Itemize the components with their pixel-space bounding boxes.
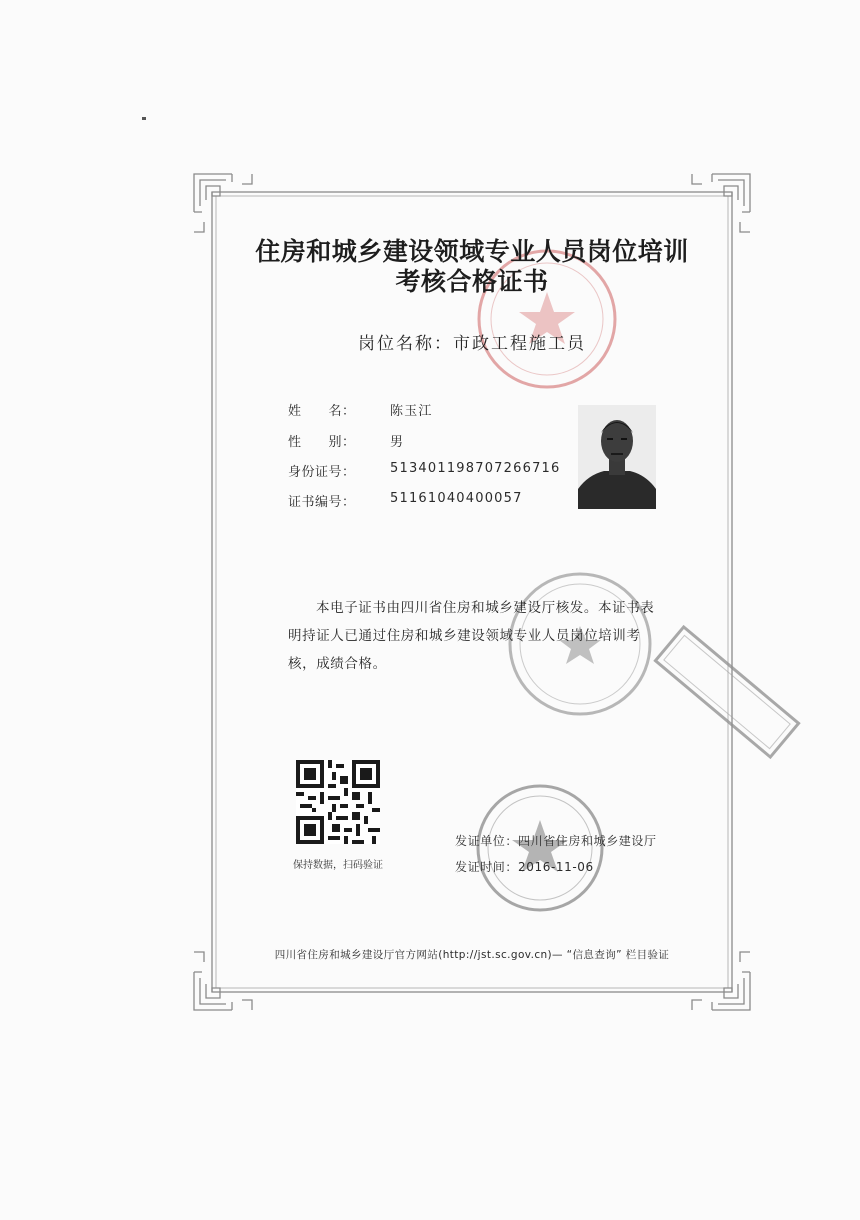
qr-caption: 保持数据，扫码验证 xyxy=(293,860,383,871)
position-name: 岗位名称：市政工程施工员 xyxy=(358,334,586,354)
scan-speck xyxy=(142,117,146,120)
certificate-title-line1: 住房和城乡建设领域专业人员岗位培训 xyxy=(255,237,689,266)
field-certificate-number xyxy=(288,491,523,510)
field-gender xyxy=(288,431,404,450)
field-id-number xyxy=(288,461,560,480)
field-label: 性 别： xyxy=(288,435,356,450)
field-name xyxy=(288,400,433,419)
rectangular-stamp xyxy=(642,592,812,792)
field-value: 陈玉江 xyxy=(390,404,433,419)
field-value: 51161040400057 xyxy=(390,491,523,506)
certificate xyxy=(192,172,752,1012)
field-label: 姓 名： xyxy=(288,404,356,419)
issue-date: 发证时间：2016-11-06 xyxy=(455,860,594,874)
holder-photo xyxy=(578,405,656,509)
field-label: 证书编号： xyxy=(288,495,356,510)
field-value: 男 xyxy=(390,435,405,450)
qr-code-icon[interactable] xyxy=(296,760,380,844)
issuing-authority: 发证单位：四川省住房和城乡建设厅 xyxy=(455,834,657,848)
verification-footer: 四川省住房和城乡建设厅官方网站(http://jst.sc.gov.cn)— “信息查询” 栏目验证 xyxy=(274,949,670,961)
field-value: 513401198707266716 xyxy=(390,461,561,476)
certificate-statement: 本电子证书由四川省住房和城乡建设厅核发。本证书表明持证人已通过住房和城乡建设领域专业人员岗位培训考核，成绩合格。 xyxy=(288,600,655,672)
certificate-title-line2: 考核合格证书 xyxy=(395,267,549,296)
field-label: 身份证号： xyxy=(288,465,356,480)
